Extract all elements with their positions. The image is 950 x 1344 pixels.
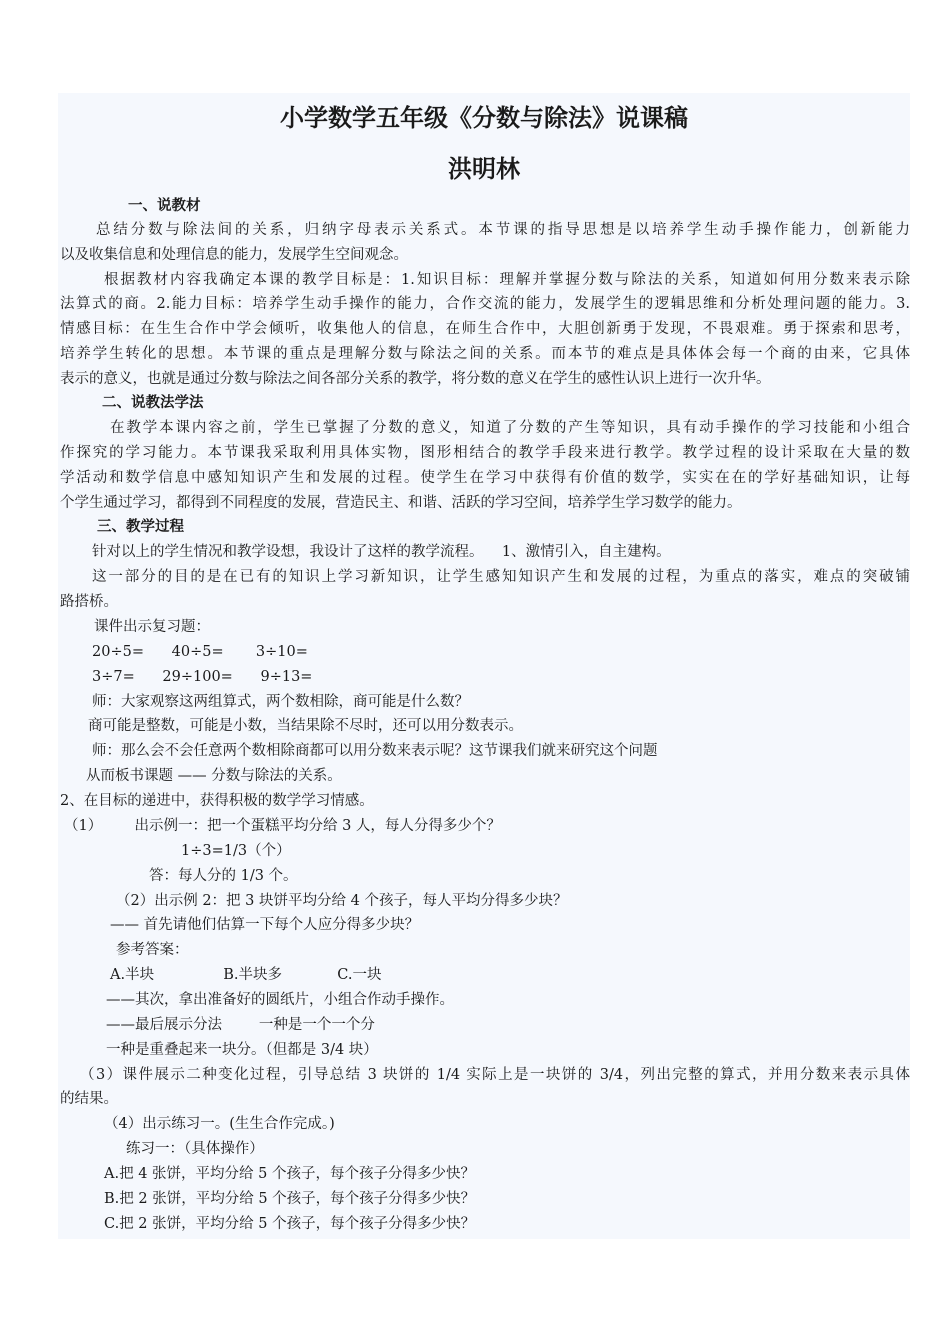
paragraph-line: 表示的意义，也就是通过分数与除法之间各部分关系的教学，将分数的意义在学生的感性认识上进行一次升华。 xyxy=(60,371,771,387)
paragraph-line: 师：大家观察这两组算式，两个数相除，商可能是什么数？ xyxy=(92,694,469,710)
paragraph-line: 在教学本课内容之前，学生已掌握了分数的意义，知道了分数的产生等知识，具有动手操作的学习技能和小组合 xyxy=(110,420,910,436)
author-name: 洪明林 xyxy=(448,155,520,183)
paragraph-line: ——其次，拿出准备好的圆纸片，小组合作动手操作。 xyxy=(106,992,454,1008)
paragraph-line: 情感目标：在生生合作中学会倾听，收集他人的信息，在师生合作中，大胆创新勇于发现，不畏艰难。勇于探索和思考， xyxy=(60,321,910,337)
paragraph-line: 以及收集信息和处理信息的能力，发展学生空间观念。 xyxy=(60,247,408,263)
paragraph-line: 学活动和数学信息中感知知识产生和发展的过程。使学生在学习中获得有价值的数学，实实在在的学好基础知识，让每 xyxy=(60,470,910,486)
math-exercise-line: 1÷3=1/3（个） xyxy=(181,843,291,859)
paragraph-line: —— 首先请他们估算一下每个人应分得多少块？ xyxy=(110,917,420,933)
paragraph-line: 总结分数与除法间的关系，归纳字母表示关系式。本节课的指导思想是以培养学生动手操作能力，创新能力 xyxy=(96,222,910,238)
exercise-item: B.把 2 张饼，平均分给 5 个孩子，每个孩子分得多少快？ xyxy=(104,1191,476,1207)
paragraph-line: 练习一：（具体操作） xyxy=(126,1141,264,1157)
exercise-item: C.把 2 张饼，平均分给 5 个孩子，每个孩子分得多少快？ xyxy=(104,1216,476,1232)
paragraph-line: 这一部分的目的是在已有的知识上学习新知识，让学生感知知识产生和发展的过程，为重点的落实，难点的突破铺 xyxy=(92,569,910,585)
section-heading: 二、说教法学法 xyxy=(102,395,204,411)
math-exercise-line: 20÷5= 40÷5= 3÷10= xyxy=(92,644,308,660)
paragraph-line: （2）出示例 2：把 3 块饼平均分给 4 个孩子，每人平均分得多少块？ xyxy=(116,893,568,909)
paragraph-line: 商可能是整数，可能是小数，当结果除不尽时，还可以用分数表示。 xyxy=(88,718,523,734)
paragraph-line: 路搭桥。 xyxy=(60,594,118,610)
paragraph-line: 作探究的学习能力。本节课我采取利用具体实物，图形相结合的教学手段来进行教学。教学过程的设计采取在大量的数 xyxy=(60,445,910,461)
paragraph-line: （4）出示练习一。(生生合作完成。) xyxy=(104,1116,335,1132)
paragraph-line: （3）课件展示二种变化过程，引导总结 3 块饼的 1/4 实际上是一块饼的 3/4，列出完整的算式，并用分数来表示具体 xyxy=(80,1067,910,1083)
paragraph-line: 参考答案： xyxy=(116,942,189,958)
section-heading: 三、教学过程 xyxy=(97,519,184,535)
paragraph-line: 课件出示复习题： xyxy=(94,619,210,635)
paragraph-line: 一种是重叠起来一块分。（但都是 3/4 块） xyxy=(106,1042,378,1058)
paragraph-line: 培养学生转化的思想。本节课的重点是理解分数与除法之间的关系。而本节的难点是具体体会每一个商的由来，它具体 xyxy=(60,346,910,362)
paragraph-line: 针对以上的学生情况和教学设想，我设计了这样的教学流程。 1、激情引入，自主建构。 xyxy=(92,544,671,560)
paragraph-line: 从而板书课题 —— 分数与除法的关系。 xyxy=(86,768,342,784)
paragraph-line: 法算式的商。2.能力目标：培养学生动手操作的能力，合作交流的能力，发展学生的逻辑思维和分析处理问题的能力。3. xyxy=(60,296,910,312)
paragraph-line: 2、在目标的递进中，获得积极的数学学习情感。 xyxy=(60,793,374,809)
answer-options: A.半块 B.半块多 C.一块 xyxy=(110,967,382,983)
paragraph-line: 答：每人分的 1/3 个。 xyxy=(149,868,298,884)
math-exercise-line: 3÷7= 29÷100= 9÷13= xyxy=(92,669,313,685)
paragraph-line: 个学生通过学习，都得到不同程度的发展，营造民主、和谐、活跃的学习空间，培养学生学习数学的能力。 xyxy=(60,495,742,511)
paragraph-line: 师：那么会不会任意两个数相除商都可以用分数来表示呢？这节课我们就来研究这个问题 xyxy=(92,743,658,759)
document-title: 小学数学五年级《分数与除法》说课稿 xyxy=(280,104,688,132)
exercise-item: A.把 4 张饼，平均分给 5 个孩子，每个孩子分得多少快？ xyxy=(104,1166,475,1182)
paragraph-line: （1） 出示例一：把一个蛋糕平均分给 3 人，每人分得多少个？ xyxy=(64,818,501,834)
section-heading: 一、说教材 xyxy=(128,198,201,214)
paragraph-line: 根据教材内容我确定本课的教学目标是：1.知识目标：理解并掌握分数与除法的关系，知道如何用分数来表示除 xyxy=(104,272,910,288)
paragraph-line: ——最后展示分法 一种是一个一个分 xyxy=(106,1017,375,1033)
paragraph-line: 的结果。 xyxy=(60,1091,118,1107)
